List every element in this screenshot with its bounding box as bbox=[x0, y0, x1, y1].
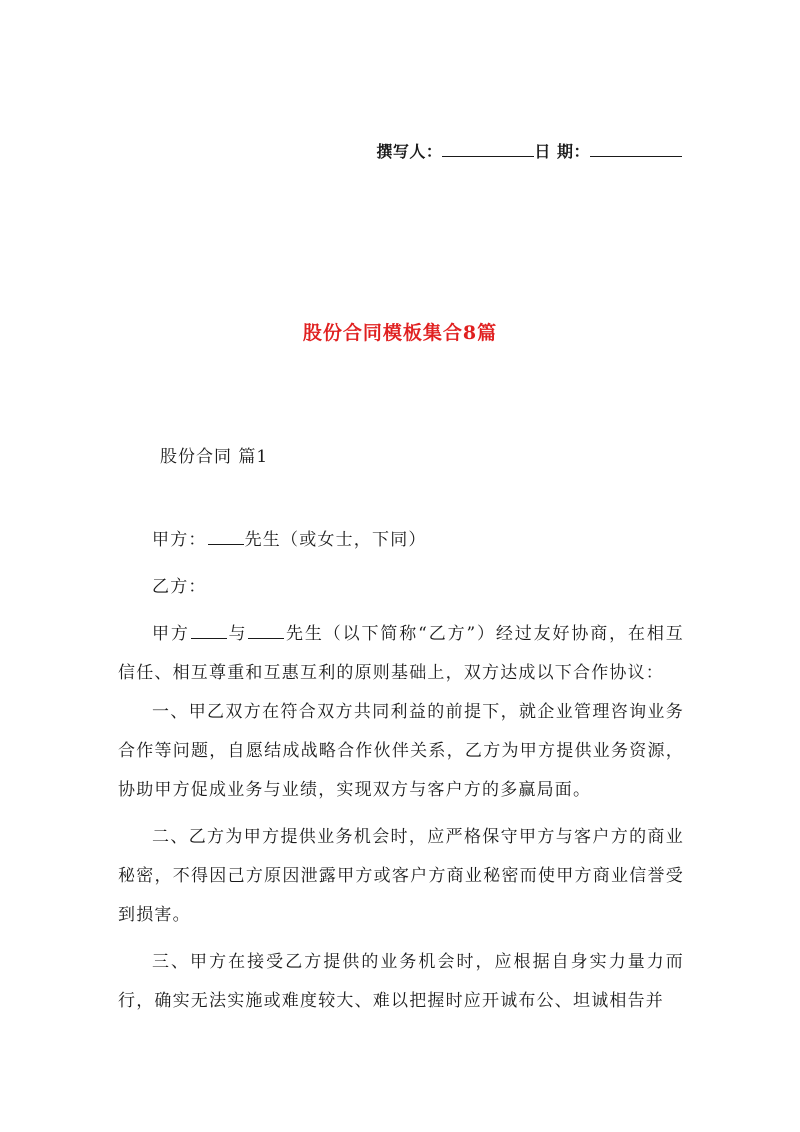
date-label: 日 期： bbox=[534, 142, 590, 161]
intro-part-1: 甲方 bbox=[152, 624, 190, 644]
intro-blank-2 bbox=[248, 623, 284, 639]
intro-blank-1 bbox=[191, 623, 227, 639]
clause-3: 三、甲方在接受乙方提供的业务机会时，应根据自身实力量力而行，确实无法实施或难度较大、难以把握时应开诚布公、坦诚相告并 bbox=[118, 952, 684, 1011]
author-label: 撰写人： bbox=[376, 142, 443, 161]
author-blank bbox=[442, 142, 534, 157]
intro-part-2: 与 bbox=[227, 624, 248, 644]
party-b-line: 乙方： bbox=[152, 577, 207, 597]
clause-2: 二、乙方为甲方提供业务机会时，应严格保守甲方与客户方的商业秘密，不得因己方原因泄露甲方或客户方商业秘密而使甲方商业信誉受到损害。 bbox=[118, 827, 684, 925]
document-body bbox=[118, 521, 684, 1021]
intro-paragraph bbox=[118, 615, 684, 693]
clause-1: 一、甲乙双方在符合双方共同利益的前提下，就企业管理咨询业务合作等问题，自愿结成战略合作伙伴关系，乙方为甲方提供业务资源，协助甲方促成业务与业绩，实现双方与客户方的多赢局面。 bbox=[118, 702, 684, 800]
party-a-label: 甲方： bbox=[152, 530, 207, 550]
party-a-blank bbox=[208, 529, 244, 545]
intro-part-3: 先生（以下简称“乙方”）经过友好协商，在相互信任、相互尊重和互惠互利的原则基础上，双方达成以下合作协议： bbox=[118, 624, 685, 683]
section-heading: 股份合同 篇1 bbox=[160, 447, 269, 467]
document-title: 股份合同模板集合8篇 bbox=[302, 322, 498, 344]
party-a-line bbox=[118, 521, 684, 560]
author-date-line bbox=[376, 139, 682, 162]
date-blank bbox=[590, 142, 682, 157]
party-a-suffix: 先生（或女士，下同） bbox=[244, 530, 427, 550]
